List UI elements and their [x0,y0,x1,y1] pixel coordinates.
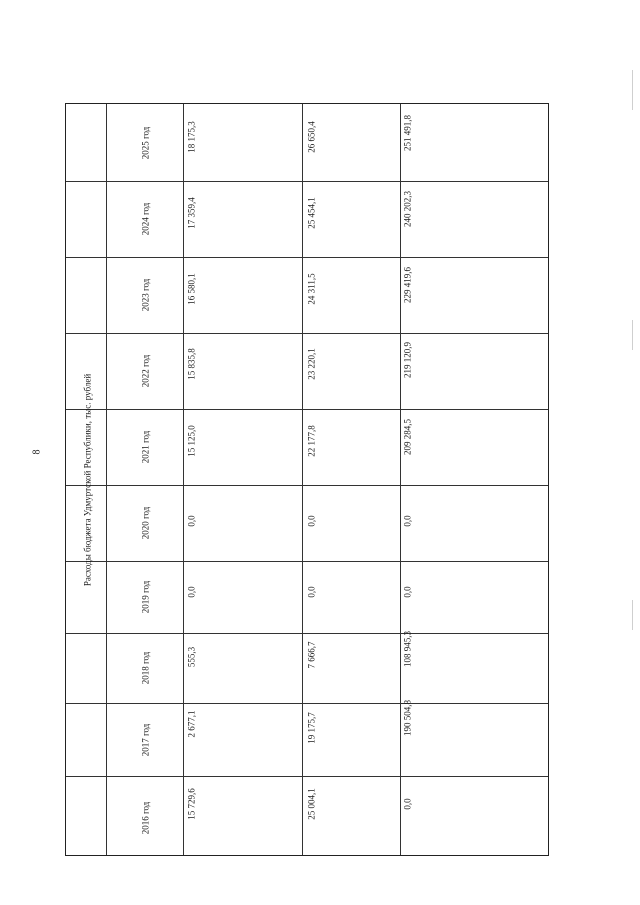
year-header: 2019 год [140,580,151,614]
year-header: 2018 год [140,651,151,685]
scan-artifact [632,600,633,630]
table-cell: 108 945,3 [402,631,413,667]
table-cell: 15 125,0 [186,425,197,457]
year-header: 2016 год [140,801,151,835]
column-divider [66,633,548,634]
table-cell: 7 666,7 [306,641,317,669]
column-divider [66,485,548,486]
table-cell: 0,0 [306,515,317,527]
table-cell: 25 004,1 [306,788,317,820]
year-header: 2023 год [140,278,151,312]
table-cell: 15 729,6 [186,788,197,820]
table-cell: 23 220,1 [306,348,317,380]
table-cell: 19 175,7 [306,712,317,744]
table-cell: 251 491,8 [402,115,413,151]
table-cell: 0,0 [186,586,197,598]
page-number: 8 [31,449,43,455]
year-header: 2021 год [140,430,151,464]
table-cell: 16 580,1 [186,273,197,305]
table-cell: 0,0 [306,586,317,598]
table-cell: 555,3 [186,646,197,668]
table-cell: 18 175,3 [186,121,197,153]
table-cell: 0,0 [402,798,413,810]
row-divider [302,104,303,855]
title-divider [106,104,107,855]
year-header: 2020 год [140,506,151,540]
column-divider [66,257,548,258]
column-divider [66,181,548,182]
scan-artifact [632,320,633,350]
table-cell: 22 177,8 [306,425,317,457]
table-cell: 15 835,8 [186,348,197,380]
table-cell: 26 650,4 [306,121,317,153]
table-cell: 0,0 [402,586,413,598]
column-divider [66,776,548,777]
year-header: 2022 год [140,354,151,388]
table-cell: 2 677,1 [186,710,197,738]
table-cell: 17 359,4 [186,197,197,229]
table-cell: 229 419,6 [402,267,413,303]
table-cell: 219 120,9 [402,342,413,378]
year-header: 2017 год [140,723,151,757]
table-cell: 240 202,3 [402,191,413,227]
column-divider [66,409,548,410]
table-cell: 0,0 [402,515,413,527]
row-divider [400,104,401,855]
budget-table [65,103,549,856]
column-divider [66,561,548,562]
column-divider [66,333,548,334]
column-divider [66,703,548,704]
table-cell: 209 284,5 [402,419,413,455]
year-header: 2025 год [140,126,151,160]
table-cell: 24 311,5 [306,273,317,305]
table-cell: 190 504,8 [402,700,413,736]
table-title: Расходы бюджета Удмуртской Республики, тыс. рублей [82,373,93,587]
scan-artifact [632,70,633,110]
table-cell: 25 454,1 [306,197,317,229]
header-divider [183,104,184,855]
year-header: 2024 год [140,202,151,236]
table-cell: 0,0 [186,515,197,527]
